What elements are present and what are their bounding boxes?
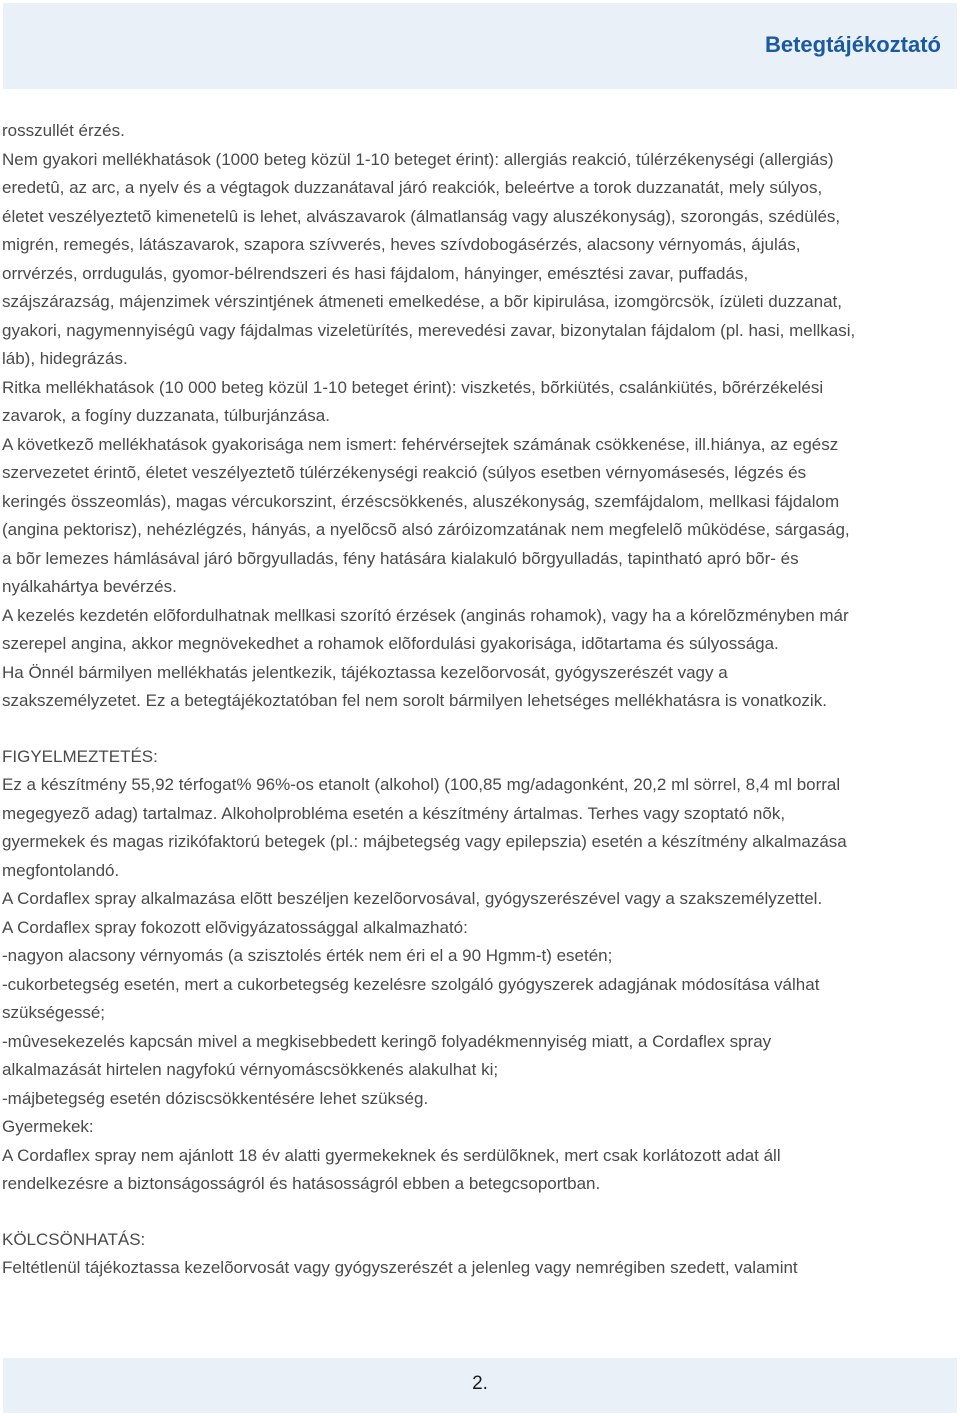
warning-line: alkalmazását hirtelen nagyfokú vérnyomáscsökkenés alakulhat ki; [2, 1060, 499, 1079]
warning-line: gyermekek és magas rizikófaktorú betegek (pl.: májbetegség vagy epilepszia) esetén a készítmény alkalmazása [2, 832, 847, 851]
body-line: eredetû, az arc, a nyelv és a végtagok duzzanátaval járó reakciók, beleértve a torok duzzanatát, mely súlyos, [2, 178, 823, 197]
body-line: nyálkahártya bevérzés. [2, 577, 177, 596]
body-line: életet veszélyeztetõ kimenetelû is lehet, alvászavarok (álmatlanság vagy aluszékonyság), szorongás, szédülés, [2, 206, 841, 226]
section-gap [2, 716, 956, 743]
body-line: szakszemélyzetet. Ez a betegtájékoztatóban fel nem sorolt bármilyen lehetséges mellékhatásra is vonatkozik. [2, 691, 827, 710]
warning-line: -májbetegség esetén dóziscsökkentésére lehet szükség. [2, 1088, 429, 1108]
document-body [2, 117, 956, 1283]
body-line: Ritka mellékhatások (10 000 beteg közül 1-10 beteget érint): viszketés, bõrkiütés, csalánkiütés, bõrérzékelési [2, 377, 824, 397]
body-line: gyakori, nagymennyiségû vagy fájdalmas vizeletürítés, merevedési zavar, bizonytalan fájdalom (pl. hasi, mellkasi, [2, 320, 856, 340]
body-line: A következõ mellékhatások gyakorisága nem ismert: fehérvérsejtek számának csökkenése, ill.hiánya, az egész [2, 434, 839, 454]
body-line: Nem gyakori mellékhatások (1000 beteg közül 1-10 beteget érint): allergiás reakció, túlérzékenységi (allergiás) [2, 149, 834, 169]
body-line: A kezelés kezdetén elõfordulhatnak mellkasi szorító érzések (anginás rohamok), vagy ha a kórelõzményben már [2, 605, 849, 625]
document-title: Betegtájékoztató [764, 32, 941, 57]
warning-line: -nagyon alacsony vérnyomás (a szisztolés érték nem éri el a 90 Hgmm-t) esetén; [2, 946, 613, 965]
body-line: szervezetet érintõ, életet veszélyeztetõ túlérzékenységi reakció (súlyos esetben vérnyomásesés, légzés és [2, 463, 807, 482]
body-line: migrén, remegés, látászavarok, szapora szívverés, heves szívdobogásérzés, alacsony vérnyomás, ájulás, [2, 235, 801, 254]
warning-line: megegyezõ adag) tartalmaz. Alkoholprobléma esetén a készítmény ártalmas. Terhes vagy szoptató nõk, [2, 803, 786, 823]
body-line: szájszárazság, májenzimek vérszintjének átmeneti emelkedése, a bõr kipirulása, izomgörcsök, ízületi duzzanat, [2, 292, 842, 311]
warning-line: Gyermekek: [2, 1117, 94, 1136]
warning-line: megfontolandó. [2, 860, 120, 880]
body-line: láb), hidegrázás. [2, 349, 128, 368]
section-gap [2, 1199, 956, 1226]
body-line: Ha Önnél bármilyen mellékhatás jelentkezik, tájékoztassa kezelõorvosát, gyógyszerészét vagy a [2, 662, 728, 682]
page-number: 2. [472, 1373, 488, 1394]
warning-heading: FIGYELMEZTETÉS: [2, 746, 158, 766]
warning-line: -mûvesekezelés kapcsán mivel a megkisebbedett keringõ folyadékmennyiség miatt, a Cordaflex spray [2, 1031, 772, 1051]
warning-line: szükségessé; [2, 1003, 105, 1022]
warning-line: A Cordaflex spray nem ajánlott 18 év alatti gyermekeknek és serdülõknek, mert csak korlátozott adat áll [2, 1145, 781, 1165]
warning-line: -cukorbetegség esetén, mert a cukorbetegség kezelésre szolgáló gyógyszerek adagjának módosítása válhat [2, 974, 820, 994]
body-line: szerepel angina, akkor megnövekedhet a rohamok elõfordulási gyakorisága, idõtartama és súlyossága. [2, 634, 779, 653]
body-line: (angina pektorisz), nehézlégzés, hányás, a nyelõcsõ alsó záróizomzatának nem megfelelõ mûködése, sárgaság, [2, 520, 850, 539]
body-line: a bõr lemezes hámlásával járó bõrgyulladás, fény hatására kialakuló bõrgyulladás, tapintható apró bõr- és [2, 548, 799, 568]
body-line: orrvérzés, orrdugulás, gyomor-bélrendszeri és hasi fájdalom, hányinger, emésztési zavar, puffadás, [2, 263, 749, 283]
warning-line: A Cordaflex spray alkalmazása elõtt beszéljen kezelõorvosával, gyógyszerészével vagy a szakszemélyzettel. [2, 889, 823, 908]
body-line: keringés összeomlás), magas vércukorszint, érzéscsökkenés, aluszékonyság, szemfájdalom, mellkasi fájdalom [2, 491, 840, 511]
body-line: rosszullét érzés. [2, 121, 125, 140]
body-line: zavarok, a fogíny duzzanata, túlburjánzása. [2, 406, 330, 425]
page-header [3, 3, 957, 89]
warning-line: rendelkezésre a biztonságosságról és hatásosságról ebben a betegcsoportban. [2, 1174, 601, 1193]
interaction-heading: KÖLCSÖNHATÁS: [2, 1229, 146, 1249]
warning-line: Ez a készítmény 55,92 térfogat% 96%-os etanolt (alkohol) (100,85 mg/adagonként, 20,2 ml sörrel, 8,4 ml borral [2, 775, 841, 794]
page-footer [3, 1358, 957, 1413]
interaction-line: Feltétlenül tájékoztassa kezelõorvosát vagy gyógyszerészét a jelenleg vagy nemrégiben szedett, valamint [2, 1258, 798, 1277]
warning-line: A Cordaflex spray fokozott elõvigyázatossággal alkalmazható: [2, 917, 468, 937]
